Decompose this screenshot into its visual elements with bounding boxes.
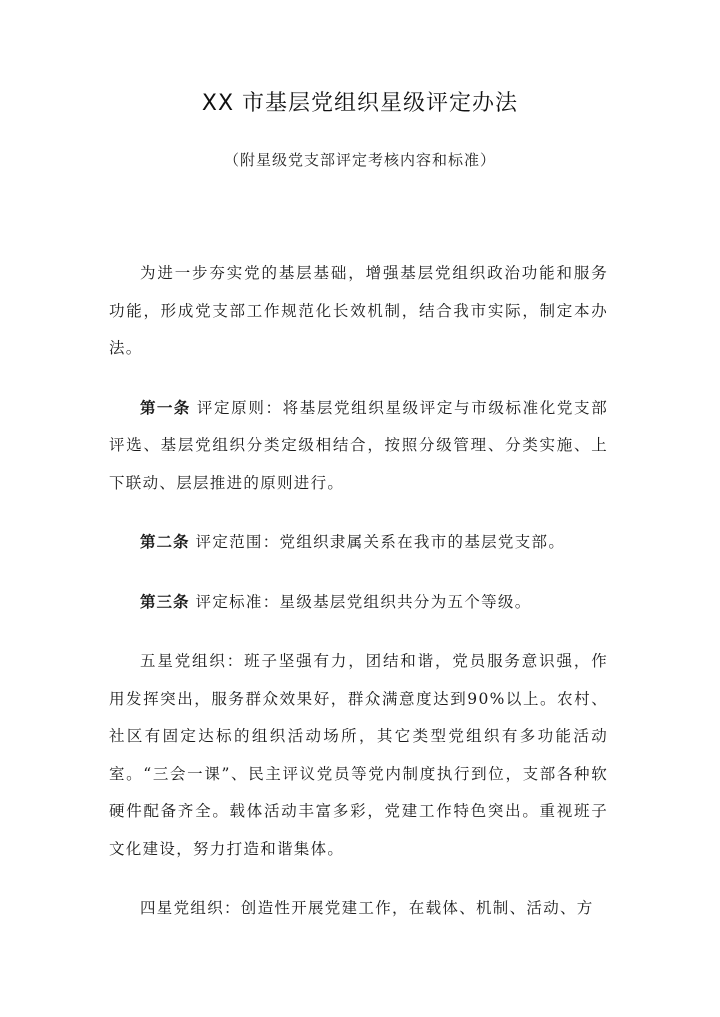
- article-2-label: 第二条: [140, 533, 190, 551]
- article-1-label: 第一条: [140, 398, 191, 417]
- document-body: [109, 255, 608, 944]
- article-3-label: 第三条: [140, 592, 190, 611]
- five-star-paragraph: 五星党组织：班子坚强有力，团结和谐，党员服务意识强，作用发挥突出，服务群众效果好，群众满意度达到90%以上。农村、社区有固定达标的组织活动场所，其它类型党组织有多功能活动室。“三会一课”、民主评议党员等党内制度执行到位，支部各种软硬件配备齐全。载体活动丰富多彩，党建工作特色突出。重视班子文化建设，努力打造和谐集体。: [109, 652, 608, 858]
- article-3-text: 评定标准：星级基层党组织共分为五个等级。: [195, 592, 532, 611]
- four-star-paragraph: 四星党组织：创造性开展党建工作，在载体、机制、活动、方: [140, 899, 594, 917]
- article-2-paragraph: [109, 524, 608, 562]
- document-subtitle: （附星级党支部评定考核内容和标准）: [223, 151, 496, 169]
- article-1-paragraph: [109, 390, 608, 503]
- article-3-paragraph: [109, 584, 608, 622]
- article-2-text: 评定范围：党组织隶属关系在我市的基层党支部。: [195, 533, 566, 551]
- intro-paragraph: 为进一步夯实党的基层基础，增强基层党组织政治功能和服务功能，形成党支部工作规范化长效机制，结合我市实际，制定本办法。: [109, 264, 608, 357]
- document-title: XX 市基层党组织星级评定办法: [201, 91, 519, 116]
- article-1-text: 评定原则：将基层党组织星级评定与市级标准化党支部评选、基层党组织分类定级相结合，按照分级管理、分类实施、上下联动、层层推进的原则进行。: [109, 398, 608, 492]
